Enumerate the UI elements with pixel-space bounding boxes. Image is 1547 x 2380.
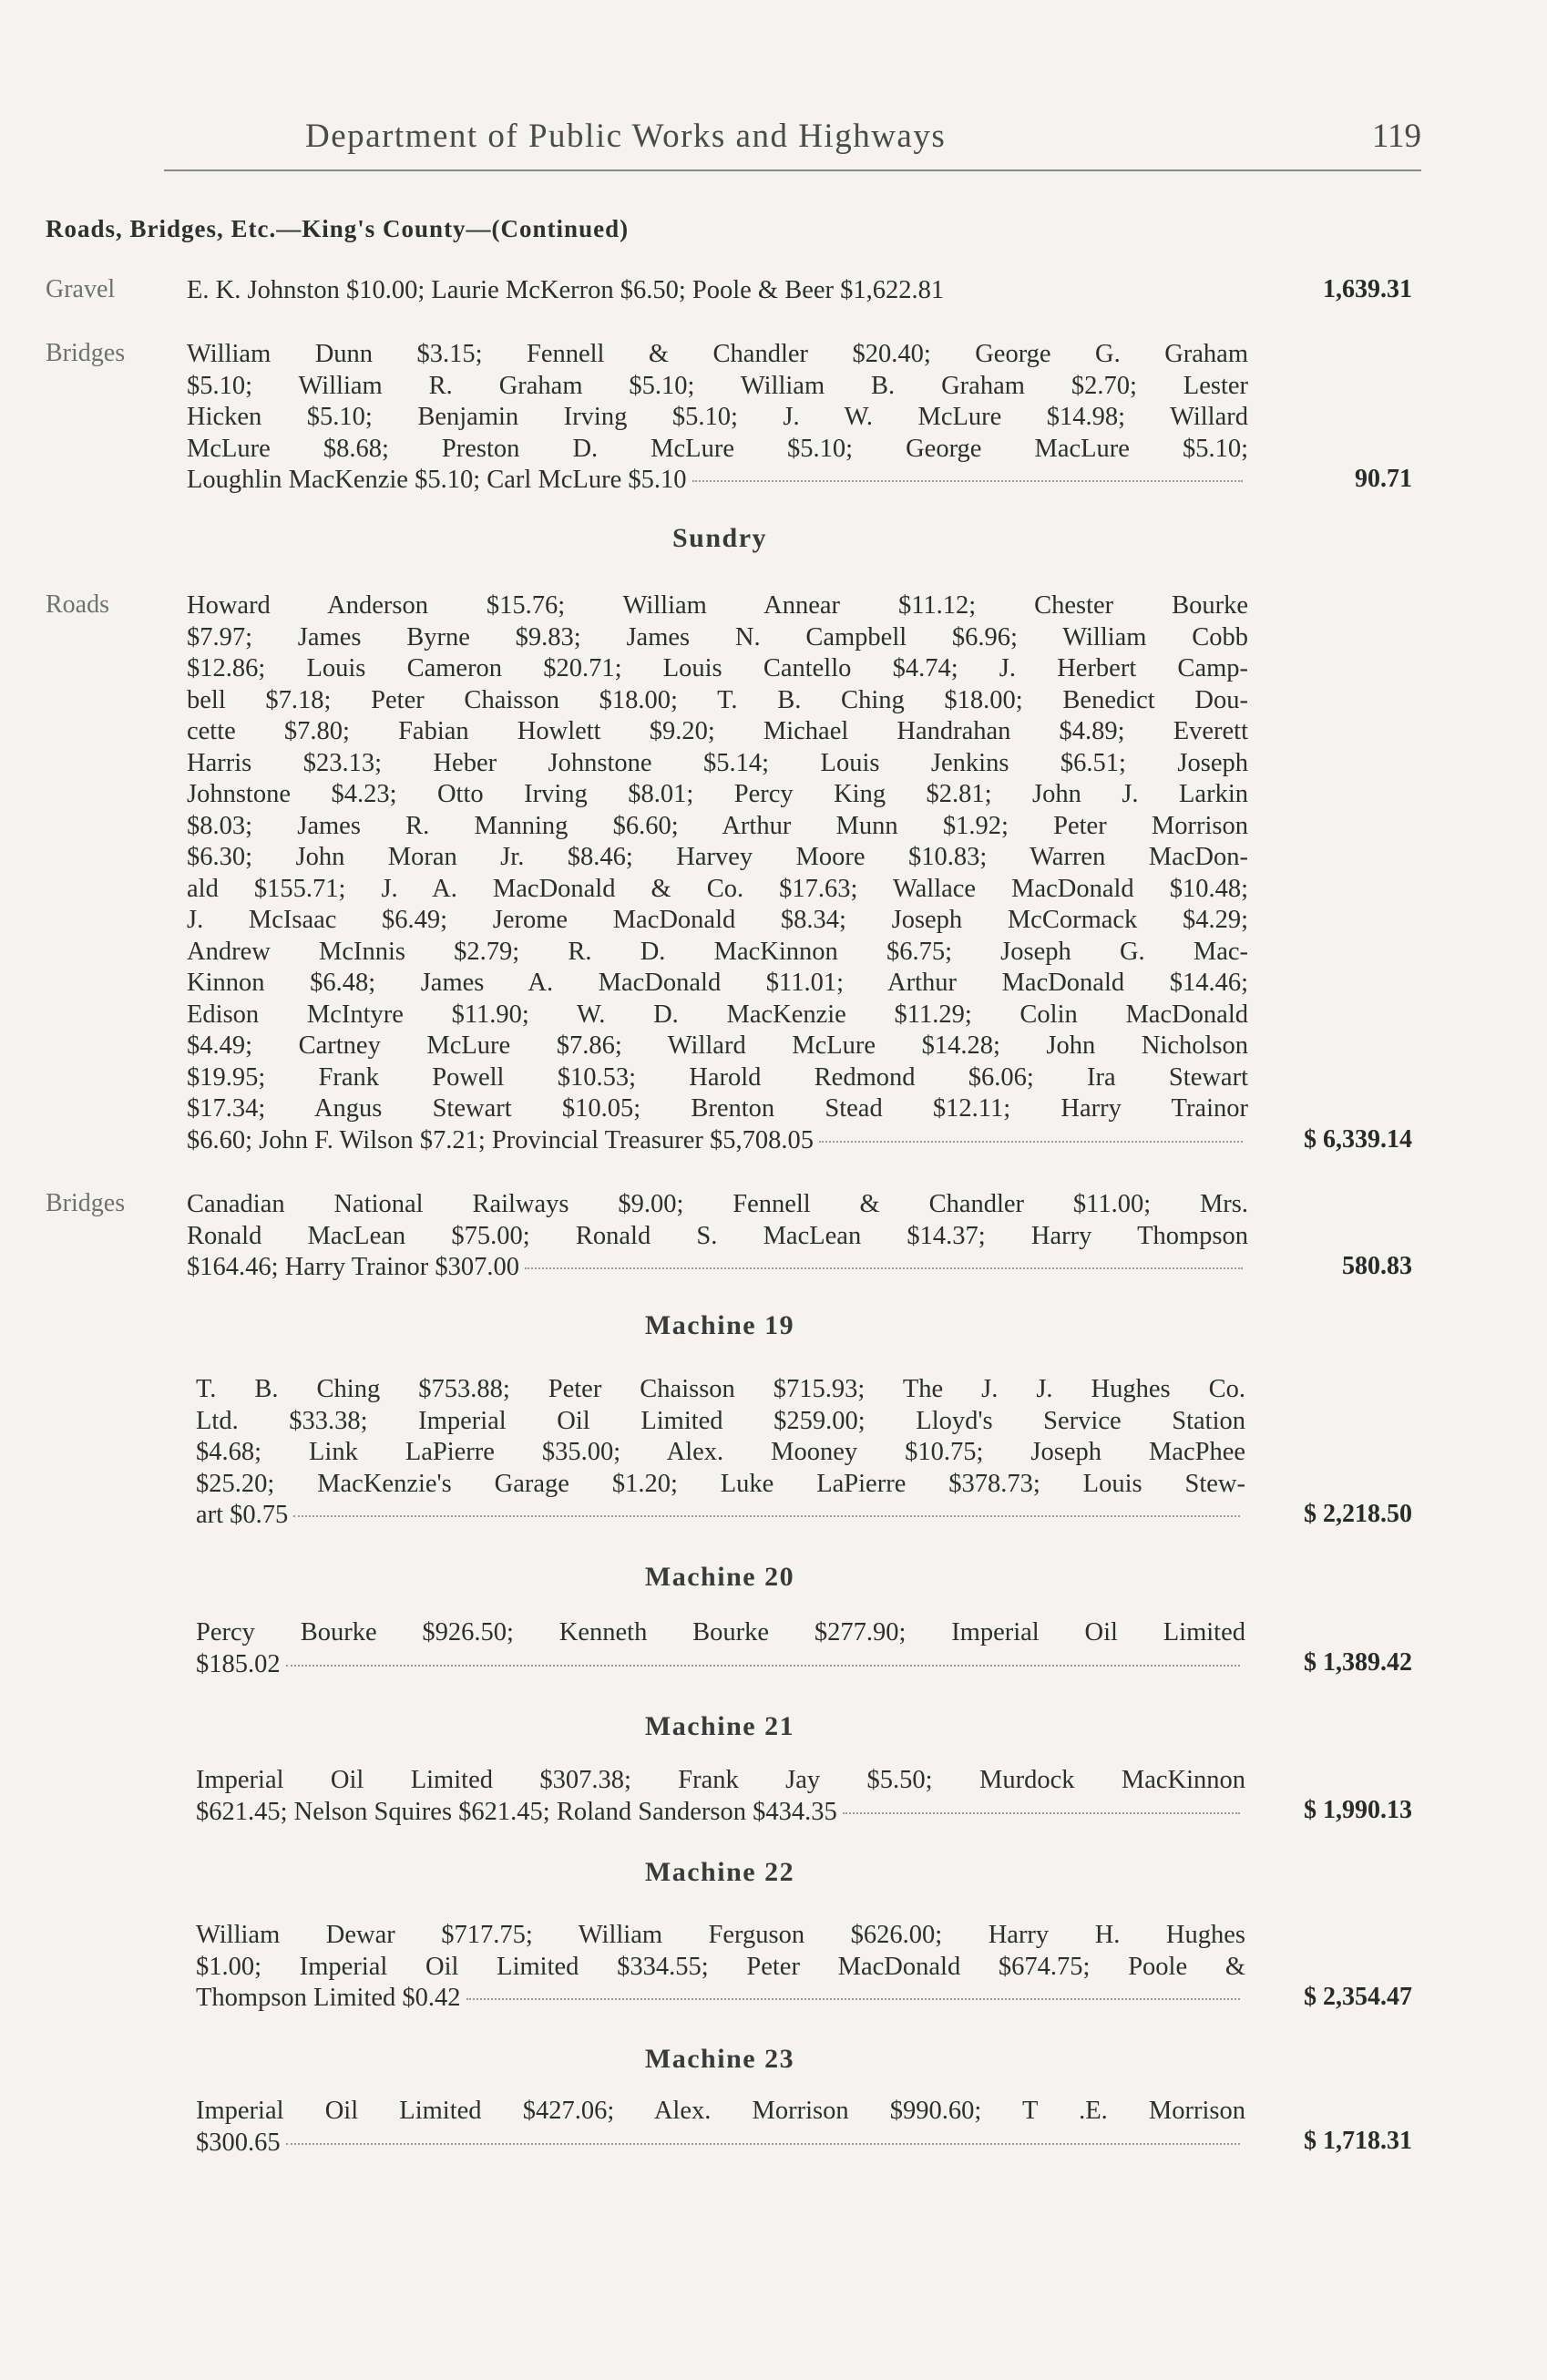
text-line: Imperial Oil Limited $307.38; Frank Jay $5.50; Murdock MacKinnon	[196, 1766, 1245, 1794]
text-line: $12.86; Louis Cameron $20.71; Louis Cantello $4.74; J. Herbert Camp-	[187, 654, 1248, 682]
text-line: Ronald MacLean $75.00; Ronald S. MacLean $14.37; Harry Thompson	[187, 1221, 1248, 1250]
section-heading-sundry: Sundry	[671, 523, 768, 553]
text-line: Hicken $5.10; Benjamin Irving $5.10; J. W. McLure $14.98; Willard	[187, 403, 1248, 431]
text-line: $19.95; Frank Powell $10.53; Harold Redmond $6.06; Ira Stewart	[187, 1062, 1248, 1092]
text-line: Thompson Limited $0.42	[196, 1984, 461, 2012]
side-label-roads: Roads	[46, 590, 109, 619]
section-heading-machine-22: Machine 22	[644, 1857, 795, 1887]
text-line: $7.97; James Byrne $9.83; James N. Campbell $6.96; William Cobb	[187, 622, 1248, 651]
text-line: Loughlin MacKenzie $5.10; Carl McLure $5.10	[187, 466, 687, 494]
section-heading-machine-21: Machine 21	[644, 1711, 795, 1741]
text-line: Imperial Oil Limited $427.06; Alex. Morrison $990.60; T .E. Morrison	[196, 2097, 1245, 2125]
dot-leader	[819, 1141, 1243, 1143]
text-line: $17.34; Angus Stewart $10.05; Brenton Stead $12.11; Harry Trainor	[187, 1094, 1248, 1123]
text-line: William Dewar $717.75; William Ferguson $626.00; Harry H. Hughes	[196, 1921, 1245, 1949]
text-line: art $0.75	[196, 1501, 289, 1529]
text-line: Canadian National Railways $9.00; Fennell & Chandler $11.00; Mrs.	[187, 1190, 1248, 1218]
header-title: Department of Public Works and Highways	[305, 118, 947, 155]
text-line: J. McIsaac $6.49; Jerome MacDonald $8.34; Joseph McCormack $4.29;	[187, 906, 1248, 934]
text-line: ald $155.71; J. A. MacDonald & Co. $17.63; Wallace MacDonald $10.48;	[187, 874, 1248, 903]
section-heading-machine-19: Machine 19	[644, 1310, 795, 1340]
text-line: Edison McIntyre $11.90; W. D. MacKenzie $11.29; Colin MacDonald	[187, 1000, 1248, 1029]
text-line: $185.02	[196, 1649, 281, 1678]
side-label-gravel: Gravel	[46, 275, 116, 303]
dot-leader	[286, 1665, 1240, 1667]
text-line: $164.46; Harry Trainor $307.00	[187, 1253, 519, 1281]
side-label-bridges: Bridges	[46, 339, 126, 367]
entry-text	[196, 1617, 1245, 1680]
text-line: $621.45; Nelson Squires $621.45; Roland Sanderson $434.35	[196, 1797, 837, 1826]
text-line: Ltd. $33.38; Imperial Oil Limited $259.00; Lloyd's Service Station	[196, 1406, 1245, 1435]
amount: 90.71	[1355, 465, 1412, 493]
page-number: 119	[1371, 118, 1421, 155]
amount: 580.83	[1342, 1252, 1412, 1280]
text-line: $300.65	[196, 2128, 281, 2157]
amount: $ 1,718.31	[1304, 2127, 1412, 2155]
text-line: Percy Bourke $926.50; Kenneth Bourke $277.90; Imperial Oil Limited	[196, 1618, 1245, 1647]
text-line: Johnstone $4.23; Otto Irving $8.01; Percy King $2.81; John J. Larkin	[187, 780, 1248, 808]
text-line: $1.00; Imperial Oil Limited $334.55; Peter MacDonald $674.75; Poole &	[196, 1952, 1245, 1981]
dot-leader	[692, 480, 1244, 482]
entry-text	[196, 1765, 1245, 1828]
amount: $ 2,218.50	[1304, 1500, 1412, 1528]
text-line: $25.20; MacKenzie's Garage $1.20; Luke LaPierre $378.73; Louis Stew-	[196, 1469, 1245, 1498]
entry-text	[187, 275, 1248, 307]
entry-text	[187, 590, 1248, 1156]
dot-leader	[843, 1812, 1240, 1814]
section-heading-machine-23: Machine 23	[644, 2044, 795, 2074]
text-line: E. K. Johnston $10.00; Laurie McKerron $6.50; Poole & Beer $1,622.81	[187, 276, 945, 304]
text-line: $5.10; William R. Graham $5.10; William B. Graham $2.70; Lester	[187, 371, 1248, 400]
side-label-bridges: Bridges	[46, 1189, 126, 1217]
text-line: $6.60; John F. Wilson $7.21; Provincial Treasurer $5,708.05	[187, 1125, 814, 1154]
text-line: $8.03; James R. Manning $6.60; Arthur Munn $1.92; Peter Morrison	[187, 811, 1248, 840]
amount: $ 1,389.42	[1304, 1648, 1412, 1677]
header-rule	[164, 169, 1421, 171]
entry-text	[196, 1920, 1245, 2015]
dot-leader	[286, 2143, 1240, 2145]
page-header	[164, 108, 1421, 162]
amount: $ 6,339.14	[1304, 1125, 1412, 1154]
entry-text	[196, 2096, 1245, 2159]
amount: $ 2,354.47	[1304, 1983, 1412, 2011]
text-line: Harris $23.13; Heber Johnstone $5.14; Louis Jenkins $6.51; Joseph	[187, 748, 1248, 777]
text-line: Howard Anderson $15.76; William Annear $11.12; Chester Bourke	[187, 591, 1248, 620]
text-line: William Dunn $3.15; Fennell & Chandler $20.40; George G. Graham	[187, 340, 1248, 368]
entry-text	[187, 1189, 1248, 1284]
entry-text	[187, 339, 1248, 497]
section-heading-machine-20: Machine 20	[644, 1562, 795, 1592]
text-line: $6.30; John Moran Jr. $8.46; Harvey Moore $10.83; Warren MacDon-	[187, 843, 1248, 871]
text-line: McLure $8.68; Preston D. McLure $5.10; George MacLure $5.10;	[187, 434, 1248, 463]
text-line: bell $7.18; Peter Chaisson $18.00; T. B. Ching $18.00; Benedict Dou-	[187, 685, 1248, 714]
text-line: T. B. Ching $753.88; Peter Chaisson $715.93; The J. J. Hughes Co.	[196, 1375, 1245, 1403]
amount: $ 1,990.13	[1304, 1796, 1412, 1824]
text-line: Andrew McInnis $2.79; R. D. MacKinnon $6.75; Joseph G. Mac-	[187, 937, 1248, 966]
text-line: $4.68; Link LaPierre $35.00; Alex. Mooney $10.75; Joseph MacPhee	[196, 1438, 1245, 1466]
dot-leader	[466, 1998, 1240, 2000]
entry-text	[196, 1374, 1245, 1532]
dot-leader	[525, 1267, 1243, 1269]
running-head: Roads, Bridges, Etc.—King's County—(Continued)	[46, 215, 630, 242]
text-line: cette $7.80; Fabian Howlett $9.20; Michael Handrahan $4.89; Everett	[187, 717, 1248, 745]
amount: 1,639.31	[1323, 275, 1412, 303]
text-line: $4.49; Cartney McLure $7.86; Willard McLure $14.28; John Nicholson	[187, 1031, 1248, 1060]
text-line: Kinnon $6.48; James A. MacDonald $11.01; Arthur MacDonald $14.46;	[187, 969, 1248, 997]
dot-leader	[293, 1515, 1240, 1517]
